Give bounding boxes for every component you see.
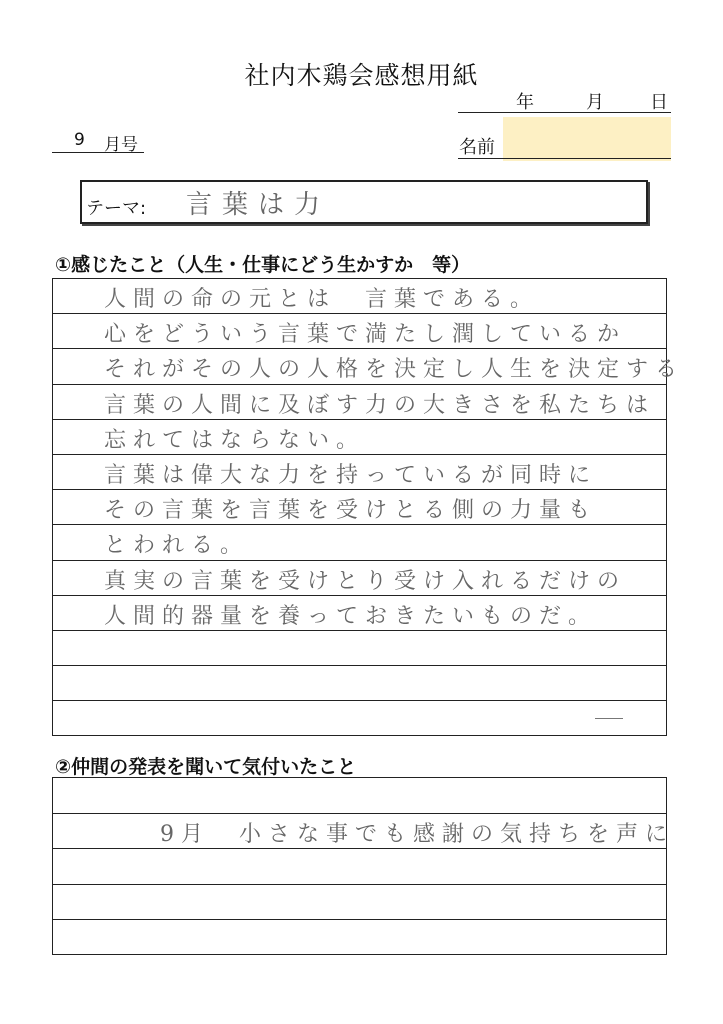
ruled-line xyxy=(52,524,667,525)
ruled-line xyxy=(52,595,667,596)
date-day-label: 日 xyxy=(650,92,668,113)
issue-label: 月号 xyxy=(104,135,138,155)
date-underline xyxy=(458,112,671,113)
section2-heading: ②仲間の発表を聞いて気付いたこと xyxy=(55,756,357,778)
date-month-label: 月 xyxy=(586,92,604,113)
handwritten-line: 忘れてはならない。 xyxy=(104,427,366,453)
ruled-line xyxy=(52,919,667,920)
name-label: 名前 xyxy=(459,137,495,158)
handwritten-line: 言葉は偉大な力を持っているが同時に xyxy=(104,463,598,488)
ruled-line xyxy=(52,384,667,385)
section2-box xyxy=(52,777,667,955)
handwritten-line: 人間的器量を養っておきたいものだ。 xyxy=(104,603,598,629)
handwritten-line: とわれる。 xyxy=(104,533,250,559)
handwritten-line: 心をどういう言葉で満たし潤しているか xyxy=(104,322,627,348)
form-title: 社内木鶏会感想用紙 xyxy=(244,61,479,90)
handwritten-line: その言葉を言葉を受けとる側の力量も xyxy=(104,498,598,524)
theme-value: 言葉は力 xyxy=(186,190,331,220)
ruled-line xyxy=(52,884,667,885)
ruled-line xyxy=(52,813,667,814)
ruled-line xyxy=(52,665,667,666)
ruled-line xyxy=(52,454,667,455)
ruled-line xyxy=(52,848,667,849)
name-redaction xyxy=(503,117,671,161)
handwritten-line: 人間の命の元とは 言葉である。 xyxy=(104,287,540,312)
ruled-line xyxy=(52,630,667,631)
ruled-line xyxy=(52,700,667,701)
ruled-line xyxy=(52,419,667,420)
section1-heading: ①感じたこと（人生・仕事にどう生かすか 等） xyxy=(55,254,471,276)
ruled-line xyxy=(52,348,667,349)
handwritten-line: 真実の言葉を受けとり受け入れるだけの xyxy=(104,568,627,594)
date-year-label: 年 xyxy=(516,92,534,113)
ruled-line xyxy=(52,489,667,490)
handwritten-line: 言葉の人間に及ぼす力の大きさを私たちは xyxy=(104,392,656,418)
theme-box xyxy=(80,180,648,224)
end-mark xyxy=(595,718,623,719)
issue-number: 9 xyxy=(74,130,85,150)
ruled-line xyxy=(52,560,667,561)
theme-label: テーマ: xyxy=(86,198,147,219)
handwritten-line: 9月 小さな事でも感謝の気持ちを声に xyxy=(160,821,674,847)
name-underline xyxy=(458,158,671,159)
issue-underline xyxy=(52,152,144,153)
ruled-line xyxy=(52,313,667,314)
handwritten-line: それがその人の人格を決定し人生を決定する xyxy=(104,357,685,383)
